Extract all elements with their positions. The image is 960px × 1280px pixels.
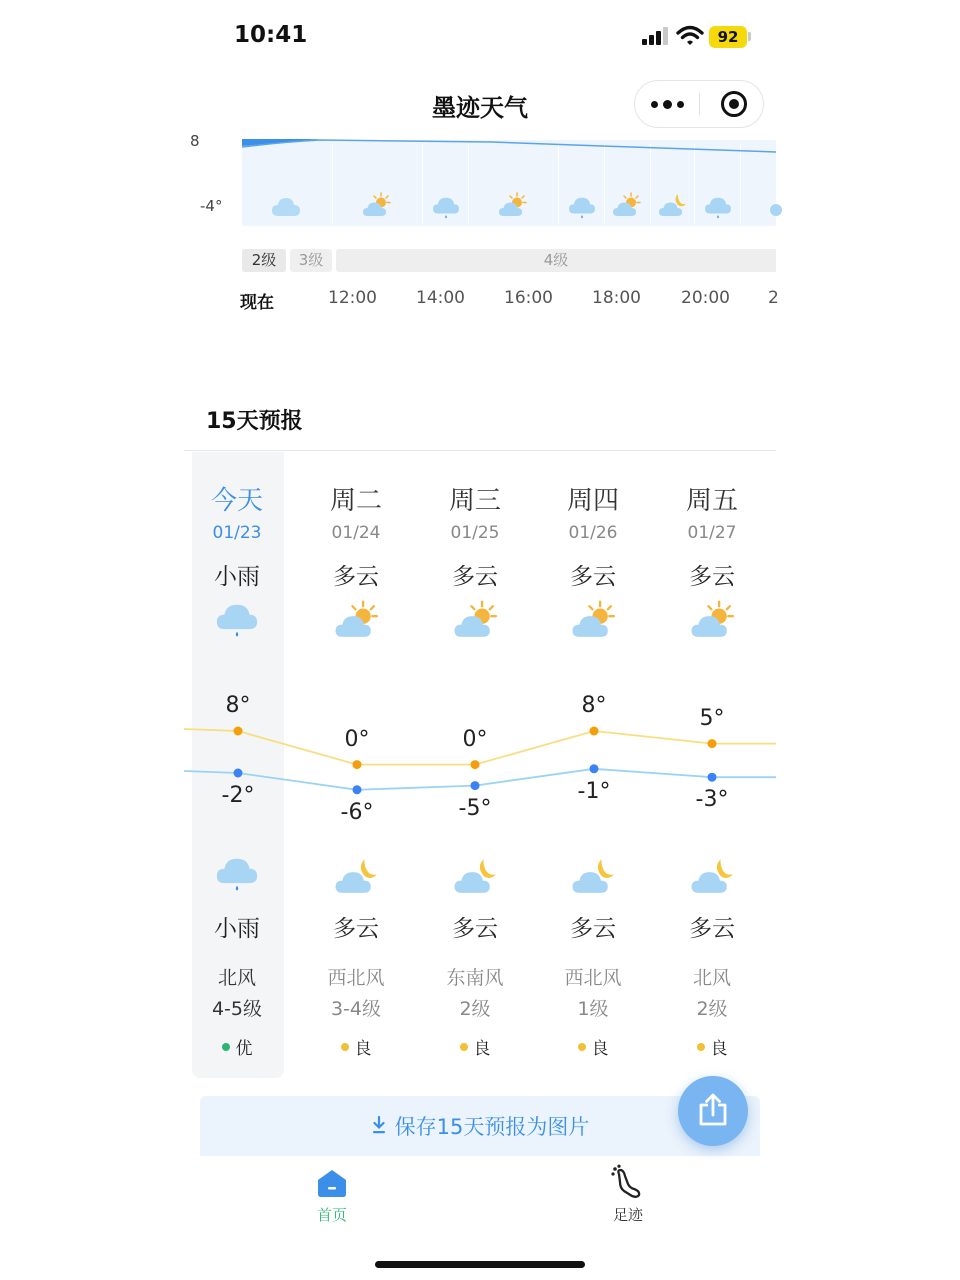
wind-level: 3-4级 [330,998,382,1020]
rain-cloud-icon [432,194,460,220]
aqi-dot [578,1043,586,1051]
time-label-clip [766,284,779,314]
day-date: 01/24 [331,523,381,543]
download-icon [371,1116,387,1134]
high-temp-point [590,727,599,736]
low-temp-label: -2° [221,783,255,808]
night-weather: 多云 [333,916,379,942]
partly-cloudy-day-icon [362,192,392,218]
time-label: 14:00 [416,288,465,308]
day-weather: 小雨 [214,564,260,590]
wind-direction: 北风 [217,967,256,989]
time-label: 20:00 [681,288,730,308]
wind-level: 1级 [577,998,609,1020]
miniprogram-capsule [634,80,764,128]
wind-direction: 西北风 [564,967,622,989]
wind-level-pill: 4级 [336,249,776,272]
aqi-badge [534,1034,652,1059]
capsule-divider [699,93,700,115]
time-label: 16:00 [504,288,553,308]
partly-cloudy-night-icon [334,856,380,896]
aqi-text: 良 [710,1039,728,1059]
share-icon [695,1092,731,1128]
hourly-y-label-low: -4° [200,197,223,215]
aqi-dot [341,1043,349,1051]
wind-direction: 东南风 [446,967,504,989]
high-temp-label: 8° [225,693,251,718]
night-weather: 多云 [452,916,498,942]
aqi-badge [653,1034,771,1059]
partly-cloudy-night-icon [658,192,688,218]
partly-cloudy-night-icon [690,856,736,896]
day-weather: 多云 [452,564,498,590]
high-temp-label: 5° [699,705,725,731]
aqi-badge [178,1034,296,1059]
aqi-dot [222,1043,230,1051]
partly-cloudy-night-icon [453,856,499,896]
day-date: 01/25 [450,523,500,543]
low-temp-label: -6° [340,799,374,825]
partly-cloudy-day-icon [612,192,642,218]
footprint-tab-icon[interactable] [610,1164,644,1198]
night-weather: 小雨 [214,916,260,942]
wind-direction: 北风 [692,967,731,989]
day-date: 01/23 [212,523,262,543]
wind-level: 4-5级 [211,998,263,1020]
low-temp-point [234,769,243,778]
aqi-text: 良 [473,1039,491,1059]
wind-level: 2级 [696,998,728,1020]
partly-cloudy-day-icon [690,600,736,640]
forecast-title: 15天预报 [206,409,303,434]
day-name: 周四 [566,486,619,516]
day-name: 周五 [685,486,738,516]
day-weather: 多云 [570,564,616,590]
day-name: 今天 [210,486,263,516]
tab-footprint-label[interactable]: 足迹 [612,1206,643,1224]
rain-cloud-icon [568,194,596,220]
wind-level-pill: 2级 [242,249,286,272]
battery-level: 92 [709,26,747,48]
high-temp-label: 0° [462,726,488,752]
share-button[interactable] [678,1076,748,1146]
wifi-icon [676,25,704,47]
battery-nub [748,32,751,41]
low-temp-label: -1° [577,778,611,804]
save-forecast-label: 保存15天预报为图片 [394,1115,590,1139]
aqi-dot [460,1043,468,1051]
high-temp-point [471,760,480,769]
time-label-now: 现在 [240,293,274,313]
night-weather: 多云 [570,916,616,942]
low-temp-point [590,764,599,773]
section-divider [184,450,776,451]
aqi-badge [416,1034,534,1059]
low-temp-point [353,785,362,794]
more-icon[interactable] [635,81,700,127]
night-weather: 多云 [689,916,735,942]
cellular-signal-icon [642,27,670,45]
status-time: 10:41 [234,22,308,48]
home-indicator [375,1261,585,1268]
day-date: 01/26 [568,523,618,543]
low-temp-point [471,781,480,790]
day-weather: 多云 [689,564,735,590]
partly-cloudy-day-icon [498,192,528,218]
day-name: 周三 [448,486,501,516]
partly-cloudy-day-icon [571,600,617,640]
wind-direction: 西北风 [327,967,385,989]
cloud-icon-partial [770,198,776,218]
hourly-temperature-line [242,134,776,164]
time-label: 2 [768,288,779,308]
aqi-text: 良 [354,1039,372,1059]
partly-cloudy-day-icon [453,600,499,640]
high-temp-point [234,727,243,736]
home-tab-icon[interactable] [316,1168,348,1198]
wind-level: 2级 [459,998,491,1020]
partly-cloudy-night-icon [571,856,617,896]
close-miniprogram-icon[interactable] [721,91,747,117]
low-temp-point [708,773,717,782]
rain-cloud-icon [216,852,258,894]
partly-cloudy-day-icon [334,600,380,640]
time-label: 18:00 [592,288,641,308]
aqi-dot [697,1043,705,1051]
day-date: 01/27 [687,523,737,543]
high-temp-label: 8° [581,693,607,718]
aqi-text: 优 [235,1039,253,1059]
aqi-text: 良 [591,1039,609,1059]
low-temp-label: -3° [695,787,729,813]
high-temp-point [708,739,717,748]
cloud-icon [272,194,300,218]
high-temp-point [353,760,362,769]
save-forecast-image-button[interactable] [200,1096,760,1156]
rain-cloud-icon [216,598,258,640]
page-title: 墨迹天气 [432,94,528,122]
low-temp-label: -5° [458,795,492,821]
aqi-badge [297,1034,415,1059]
day-name: 周二 [329,486,382,516]
time-label: 12:00 [328,288,377,308]
rain-cloud-icon [704,194,732,220]
wind-level-pill: 3级 [290,249,332,272]
high-temp-label: 0° [344,726,370,752]
hourly-y-label-high: 8 [190,132,200,150]
tab-home-label[interactable]: 首页 [316,1206,347,1224]
day-weather: 多云 [333,564,379,590]
